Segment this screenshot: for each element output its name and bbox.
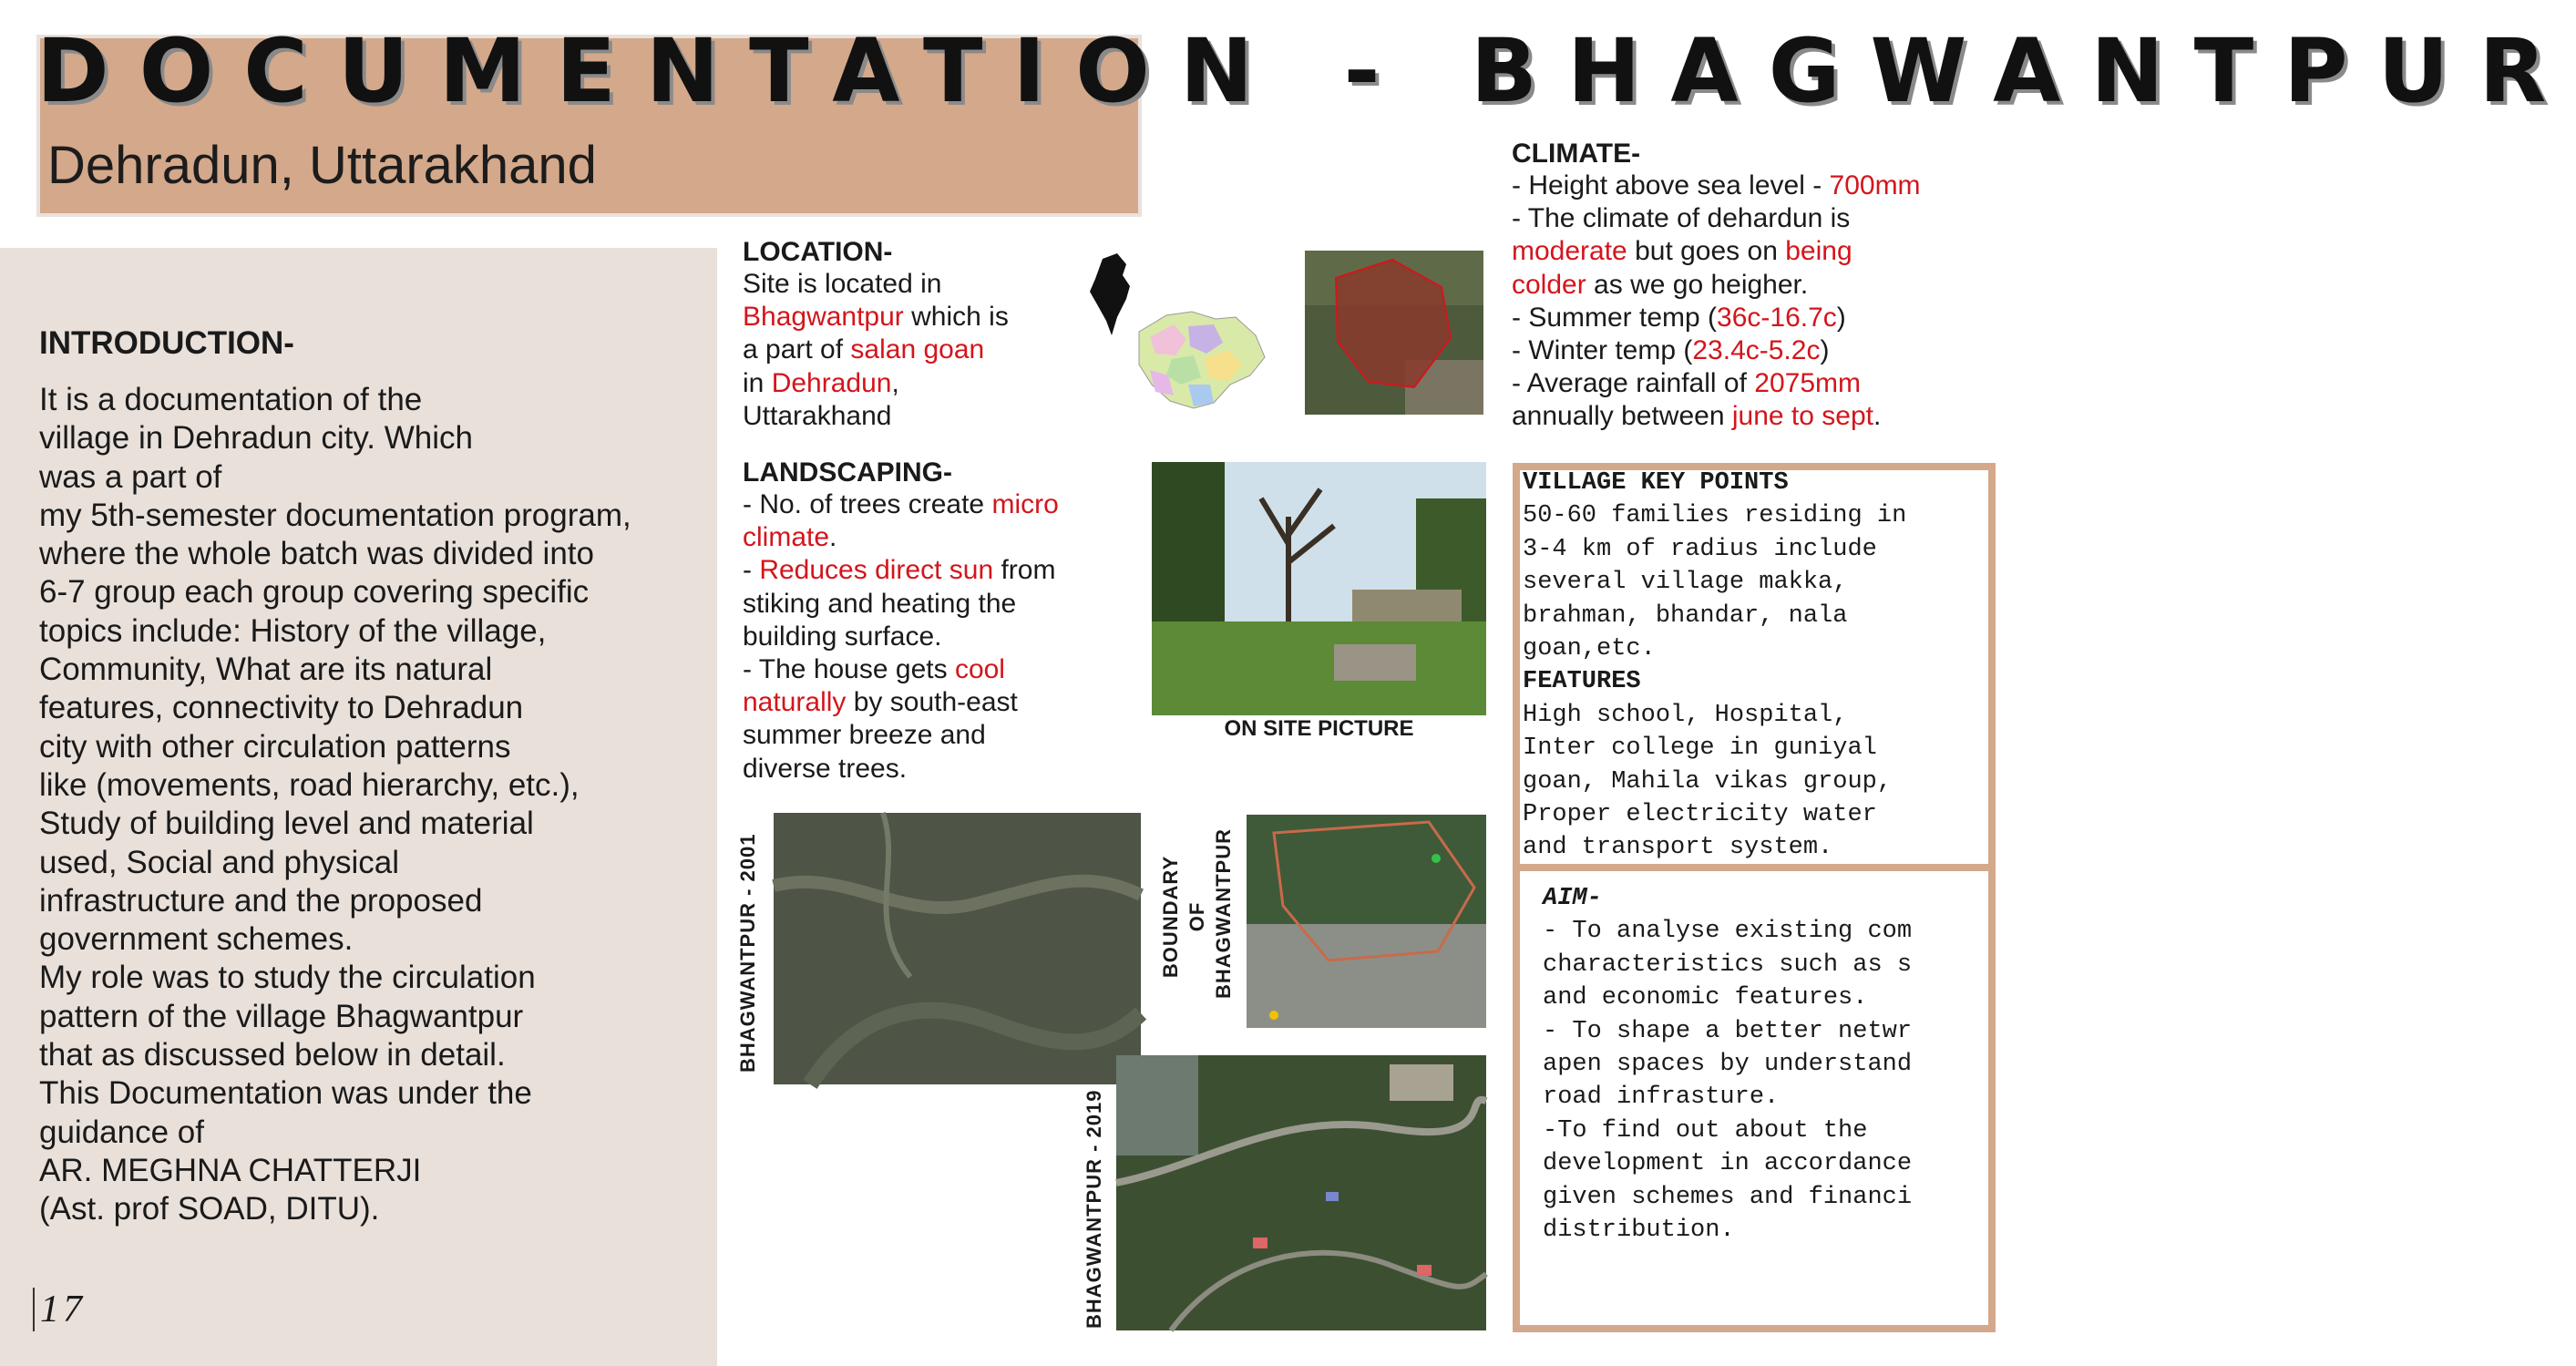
location-text-5: Uttarakhand xyxy=(743,400,892,431)
intro-line: features, connectivity to Dehradun xyxy=(39,690,524,726)
landscaping-text-4: stiking and heating the xyxy=(743,588,1017,619)
climate-line-5 xyxy=(1512,302,1986,334)
climate-text-5-end: ) xyxy=(1836,302,1846,333)
climate-line-8 xyxy=(1512,400,1986,433)
climate-red-moderate: moderate xyxy=(1512,236,1627,267)
location-section xyxy=(743,237,1071,433)
location-text-4: in xyxy=(743,367,772,398)
landscaping-text-3-end: from xyxy=(993,555,1056,586)
landscaping-red-naturally: naturally xyxy=(743,687,847,718)
intro-line: topics include: History of the village, xyxy=(39,612,547,649)
intro-body xyxy=(39,381,713,1229)
location-heading: LOCATION- xyxy=(743,237,893,267)
intro-line: government schemes. xyxy=(39,921,354,958)
aim-line: - To shape a better netwr xyxy=(1543,1017,1913,1045)
intro-heading: INTRODUCTION- xyxy=(39,325,294,361)
climate-text-6-end: ) xyxy=(1820,335,1830,366)
climate-line-1 xyxy=(1512,169,1986,202)
location-text-2: which is xyxy=(903,302,1009,333)
on-site-photo-caption: ON SITE PICTURE xyxy=(1224,716,1414,741)
aim-line: and economic features. xyxy=(1543,984,1868,1012)
page-subtitle: Dehradun, Uttarakhand xyxy=(47,136,597,195)
landscaping-text-7: by south-east xyxy=(846,687,1018,718)
landscaping-line-3 xyxy=(743,554,1144,587)
feature-line: Inter college in guniyal xyxy=(1523,734,1877,763)
climate-line-3 xyxy=(1512,235,1986,268)
key-point-line: brahman, bhandar, nala xyxy=(1523,601,1848,630)
intro-line: used, Social and physical xyxy=(39,844,399,880)
village-key-points xyxy=(1523,467,1906,865)
climate-red-colder: colder xyxy=(1512,269,1586,300)
satellite-2019-image xyxy=(1116,1055,1486,1330)
location-line-1 xyxy=(743,268,1071,301)
feature-line: High school, Hospital, xyxy=(1523,701,1848,729)
climate-text-2: - The climate of dehardun is xyxy=(1512,203,1851,234)
landscaping-text xyxy=(743,488,1144,786)
landscaping-section xyxy=(743,457,1144,786)
intro-line: 6-7 group each group covering specific xyxy=(39,574,590,611)
location-line-4 xyxy=(743,367,1071,400)
landscaping-text-1: - No. of trees create xyxy=(743,489,992,519)
landscaping-line-6 xyxy=(743,653,1144,686)
intro-line: like (movements, road hierarchy, etc.), xyxy=(39,766,580,803)
climate-text-7: - Average rainfall of xyxy=(1512,368,1755,399)
landscaping-text-6: - The house gets xyxy=(743,654,955,685)
landscaping-text-2: . xyxy=(829,522,837,553)
location-red-salan: salan goan xyxy=(850,334,985,365)
landscaping-line-4 xyxy=(743,588,1144,621)
intro-line: This Documentation was under the xyxy=(39,1075,532,1112)
intro-line: was a part of xyxy=(39,458,222,495)
landscaping-red-climate: climate xyxy=(743,522,830,553)
landscaping-red-micro: micro xyxy=(991,489,1059,519)
satellite-2019-label: BHAGWANTPUR - 2019 xyxy=(1083,1089,1105,1329)
intro-line: guidance of xyxy=(39,1114,204,1150)
intro-line: my 5th-semester documentation program, xyxy=(39,497,631,533)
key-point-line: several village makka, xyxy=(1523,569,1848,597)
climate-text-5: - Summer temp ( xyxy=(1512,302,1718,333)
climate-heading: CLIMATE- xyxy=(1512,139,1641,169)
landscaping-text-5: building surface. xyxy=(743,621,942,652)
climate-red-winter: 23.4c-5.2c xyxy=(1692,335,1821,366)
landscaping-line-7 xyxy=(743,686,1144,719)
location-text-1: Site is located in xyxy=(743,269,942,299)
climate-red-months: june to sept xyxy=(1731,401,1873,432)
aim-line: distribution. xyxy=(1543,1217,1735,1245)
climate-red-height: 700mm xyxy=(1829,170,1921,200)
page-number: 17 xyxy=(33,1288,86,1331)
aim-line: given schemes and financi xyxy=(1543,1183,1913,1211)
boundary-label-line-1: BOUNDARY xyxy=(1159,855,1182,979)
climate-text-3: but goes on xyxy=(1627,236,1786,267)
intro-line: city with other circulation patterns xyxy=(39,728,511,765)
aim-line: apen spaces by understand xyxy=(1543,1051,1913,1079)
aim-line: characteristics such as s xyxy=(1543,950,1913,979)
feature-line: and transport system. xyxy=(1523,834,1833,862)
climate-line-4 xyxy=(1512,269,1986,302)
intro-line: It is a documentation of the xyxy=(39,382,423,417)
landscaping-line-9 xyxy=(743,753,1144,786)
landscaping-red-cool: cool xyxy=(954,654,1005,685)
india-uttarakhand-map xyxy=(1086,248,1303,439)
satellite-2001-label: BHAGWANTPUR - 2001 xyxy=(736,833,759,1073)
aim-section xyxy=(1543,882,1912,1247)
aim-line: road infrasture. xyxy=(1543,1084,1780,1112)
landscaping-line-8 xyxy=(743,719,1144,752)
location-red-village: Bhagwantpur xyxy=(743,302,904,333)
climate-red-being: being xyxy=(1785,236,1852,267)
landscaping-red-sun: Reduces direct sun xyxy=(759,555,994,586)
landscaping-text-3: - xyxy=(743,555,760,586)
climate-section xyxy=(1512,139,1986,434)
landscaping-line-5 xyxy=(743,621,1144,653)
feature-line: Proper electricity water xyxy=(1523,801,1877,829)
satellite-2001-image xyxy=(774,813,1141,1084)
boundary-label-line-3: BHAGWANTPUR xyxy=(1212,828,1235,999)
intro-line: My role was to study the circulation xyxy=(39,960,536,996)
intro-line: village in Dehradun city. Which xyxy=(39,420,473,457)
climate-text-1: - Height above sea level - xyxy=(1512,170,1830,200)
key-point-line: 50-60 families residing in xyxy=(1523,502,1907,530)
climate-text-8: annually between xyxy=(1512,401,1732,432)
landscaping-heading: LANDSCAPING- xyxy=(743,457,952,488)
climate-text-6: - Winter temp ( xyxy=(1512,335,1693,366)
location-line-3 xyxy=(743,334,1071,366)
intro-line: where the whole batch was divided into xyxy=(39,536,594,572)
location-text-3: a part of xyxy=(743,334,851,365)
key-points-heading: VILLAGE KEY POINTS xyxy=(1523,469,1789,497)
climate-red-summer: 36c-16.7c xyxy=(1717,302,1837,333)
features-heading: FEATURES xyxy=(1523,668,1641,696)
boundary-satellite-image xyxy=(1247,815,1486,1028)
location-line-2 xyxy=(743,301,1071,334)
intro-line: that as discussed below in detail. xyxy=(39,1037,506,1073)
climate-line-2 xyxy=(1512,202,1986,235)
location-text-4-end: , xyxy=(891,367,899,398)
intro-line: Community, What are its natural xyxy=(39,652,493,688)
aim-line: - To analyse existing com xyxy=(1543,918,1913,946)
intro-line: pattern of the village Bhagwantpur xyxy=(39,998,524,1034)
landscaping-line-2 xyxy=(743,521,1144,554)
climate-text-4: as we go heigher. xyxy=(1586,269,1809,300)
location-text xyxy=(743,268,1071,433)
location-line-5 xyxy=(743,400,1071,433)
climate-text xyxy=(1512,169,1986,434)
key-point-line: goan,etc. xyxy=(1523,635,1656,663)
aim-line: -To find out about the xyxy=(1543,1116,1868,1145)
key-point-line: 3-4 km of radius include xyxy=(1523,535,1877,563)
climate-text-8-end: . xyxy=(1873,401,1882,432)
intro-line: infrastructure and the proposed xyxy=(39,882,483,919)
intro-line: AR. MEGHNA CHATTERJI xyxy=(39,1152,422,1188)
landscaping-line-1 xyxy=(743,488,1144,521)
intro-line: (Ast. prof SOAD, DITU). xyxy=(39,1191,380,1227)
climate-line-7 xyxy=(1512,367,1986,400)
boundary-label-line-2: OF xyxy=(1185,901,1208,932)
page-title: DOCUMENTATION - BHAGWANTPUR xyxy=(36,20,2576,122)
aerial-site-map xyxy=(1305,251,1483,415)
intro-line: Study of building level and material xyxy=(39,806,534,842)
location-red-dehradun: Dehradun xyxy=(771,367,892,398)
landscaping-text-8: summer breeze and xyxy=(743,720,986,751)
aim-line: development in accordance xyxy=(1543,1150,1913,1178)
climate-red-rainfall: 2075mm xyxy=(1754,368,1861,399)
climate-line-6 xyxy=(1512,334,1986,367)
feature-line: goan, Mahila vikas group, xyxy=(1523,767,1893,796)
boundary-label xyxy=(1157,828,1237,999)
on-site-photo xyxy=(1152,462,1486,715)
landscaping-text-9: diverse trees. xyxy=(743,753,908,784)
aim-heading: AIM- xyxy=(1543,885,1602,912)
